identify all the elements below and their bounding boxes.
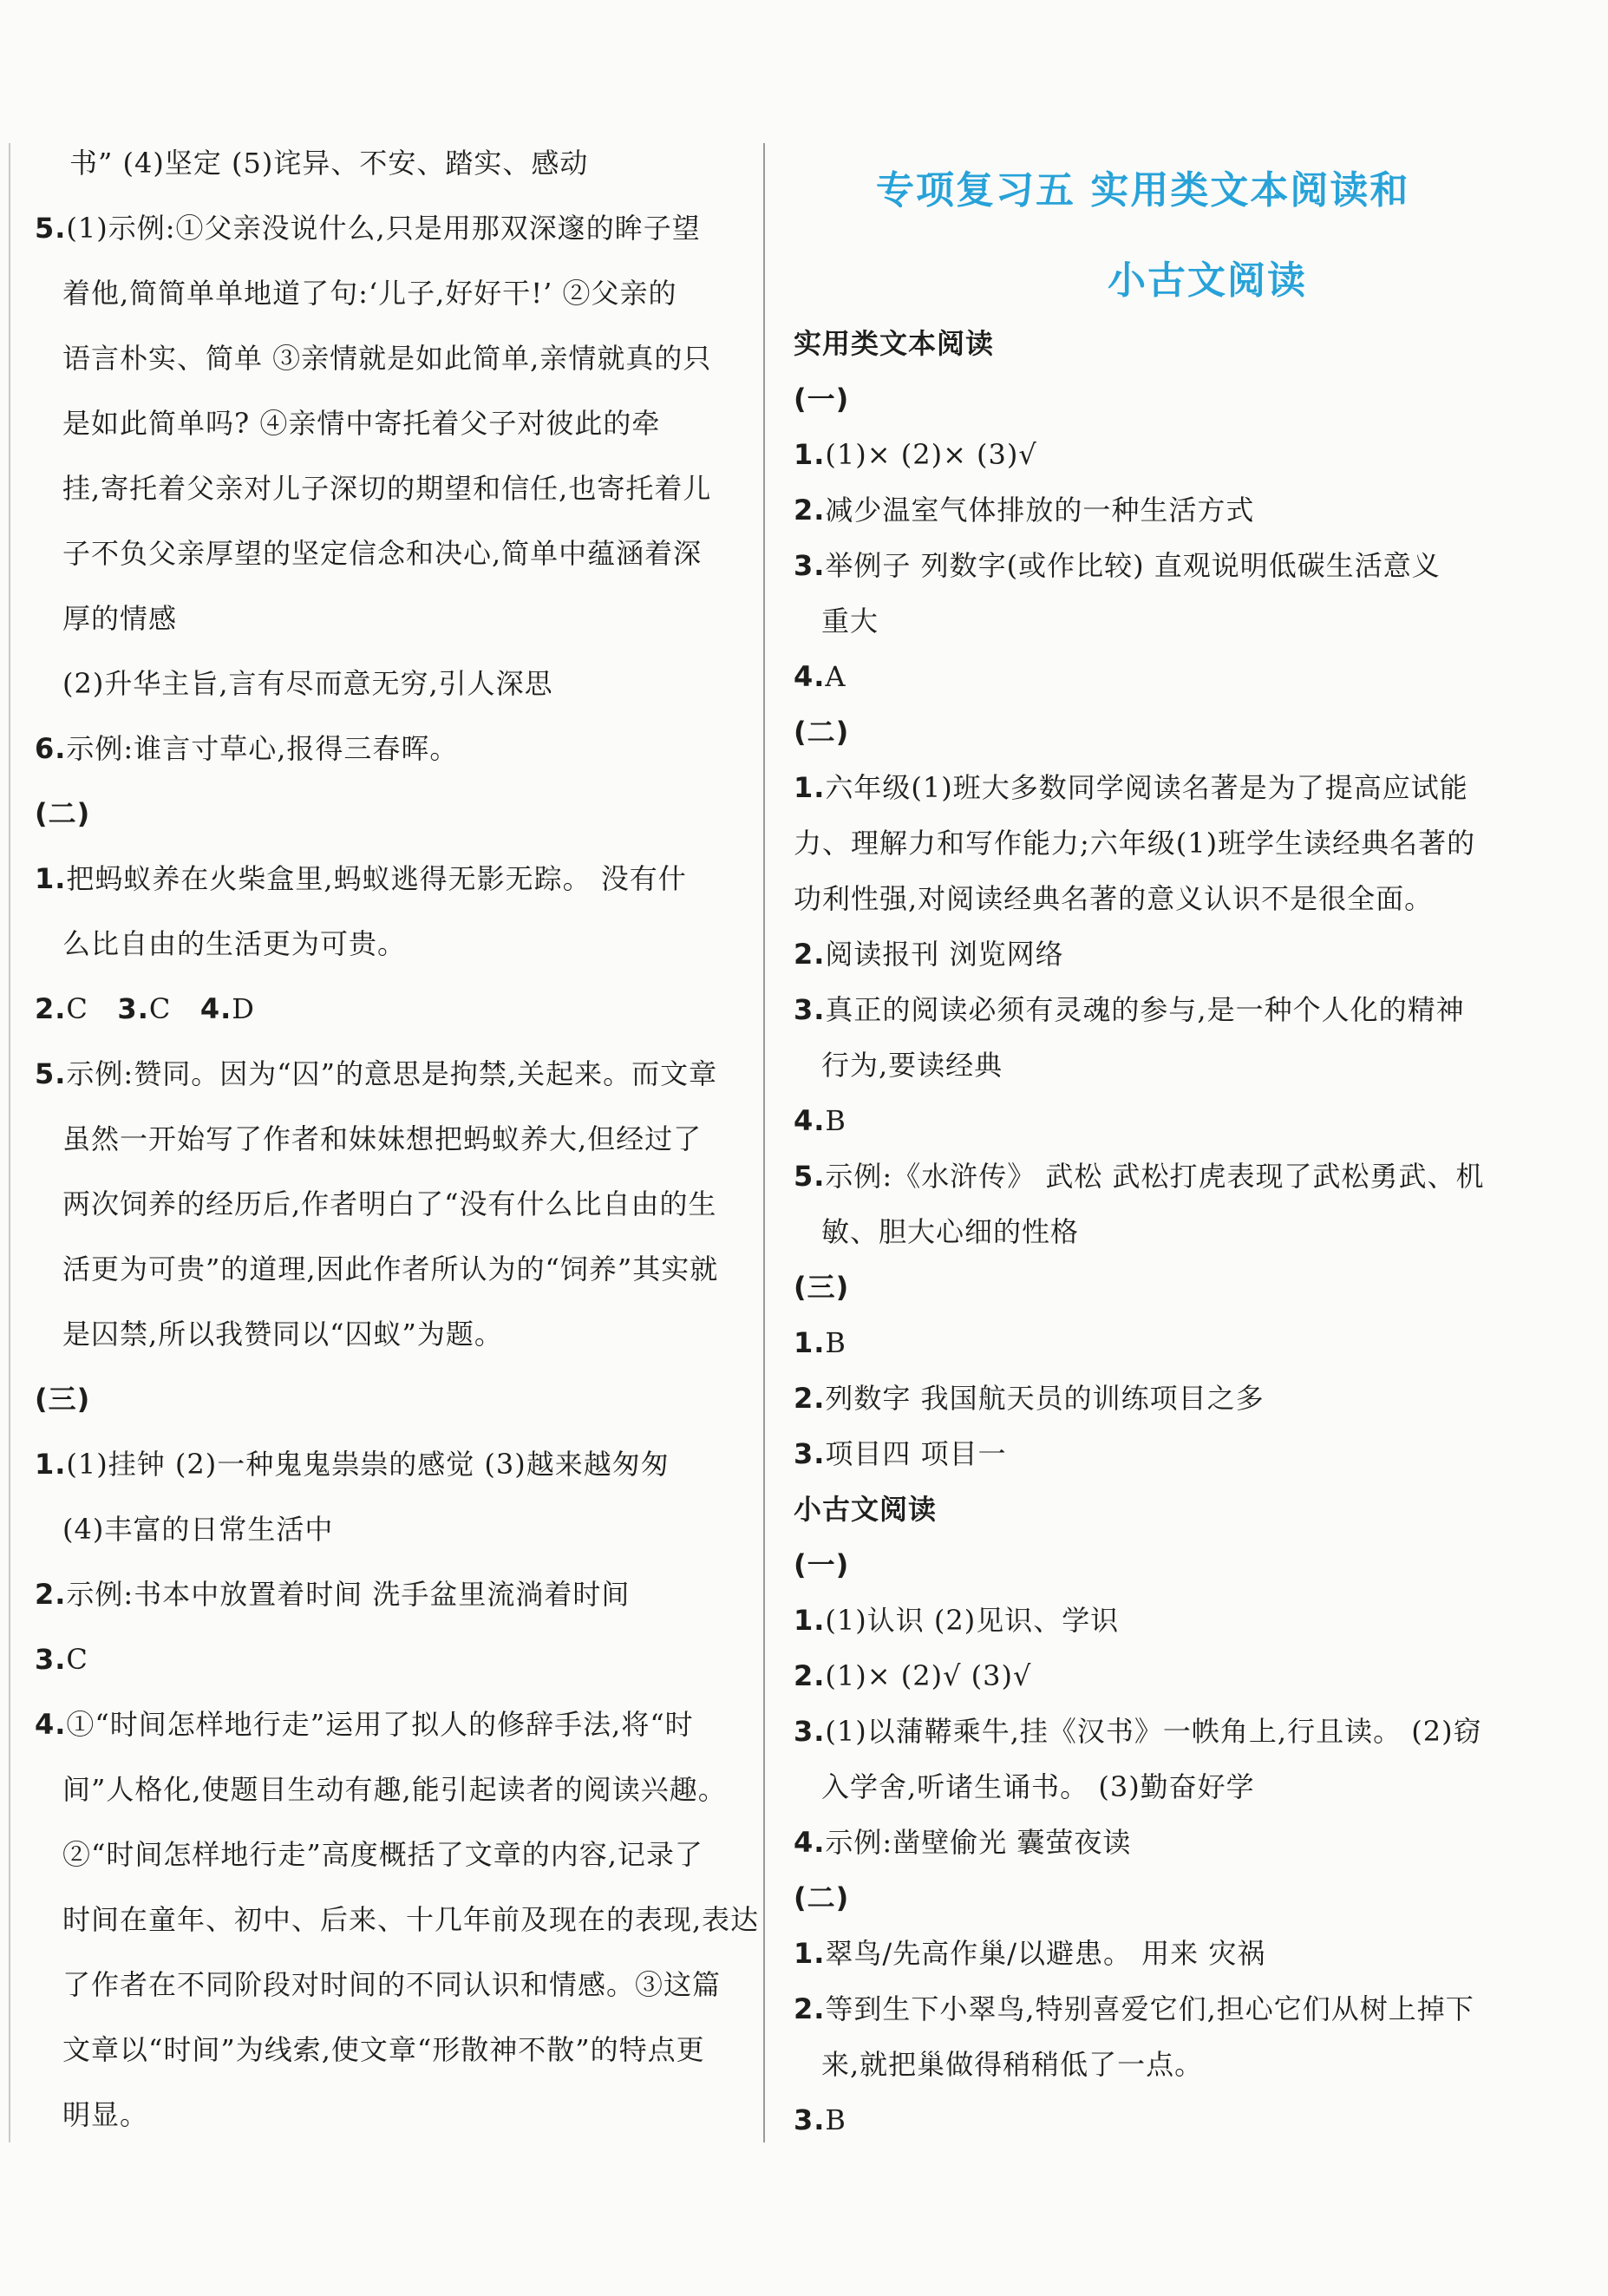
- answer-line: 着他,简简单单地道了句:‘儿子,好好干!’ ②父亲的: [62, 277, 677, 310]
- question-2: [794, 937, 1064, 971]
- answer-text: 示例:凿壁偷光 囊萤夜读: [825, 1826, 1132, 1859]
- question-number: 3.: [794, 549, 826, 582]
- answer-text: A: [825, 660, 846, 693]
- left-margin-rule: [9, 143, 10, 2142]
- question-number: 1.: [794, 1326, 826, 1359]
- answer-line: 了作者在不同阶段对时间的不同认识和情感。③这篇: [62, 1968, 722, 2001]
- answer-text: B: [825, 2103, 846, 2136]
- answer-text: 把蚂蚁养在火柴盒里,蚂蚁逃得无影无踪。 没有什: [66, 862, 687, 895]
- question-number: 5.: [35, 212, 67, 245]
- question-number: 3.: [794, 993, 826, 1026]
- question-6: [35, 731, 458, 766]
- question-3: [794, 992, 1465, 1027]
- answer-text: 列数字 我国航天员的训练项目之多: [825, 1382, 1265, 1415]
- question-number: 4.: [794, 1104, 826, 1137]
- answer-text: (1)× (2)√ (3)√: [825, 1659, 1032, 1692]
- answer-text: 示例:赞同。因为“囚”的意思是拘禁,关起来。而文章: [66, 1057, 718, 1090]
- answer-line: 厚的情感: [62, 602, 178, 635]
- question-1: [794, 770, 1468, 805]
- answer-text: 项目四 项目一: [825, 1437, 1007, 1470]
- question-number: 2.: [794, 494, 826, 527]
- question-number: 4.: [794, 1826, 826, 1859]
- question-5: [794, 1159, 1485, 1194]
- answer-line: 重大: [821, 605, 879, 638]
- question-3: [794, 548, 1441, 583]
- question-3: [794, 1714, 1482, 1749]
- answer-line: 间”人格化,使题目生动有趣,能引起读者的阅读兴趣。: [62, 1773, 727, 1806]
- answer-line: 语言朴实、简单 ③亲情就是如此简单,亲情就真的只: [62, 342, 712, 375]
- answer-text: B: [825, 1104, 846, 1137]
- question-number: 4.: [199, 992, 232, 1025]
- section-heading: (三): [35, 1383, 91, 1416]
- answer-line: (2)升华主旨,言有尽而意无穷,引人深思: [62, 667, 553, 700]
- questions-2-4: [35, 991, 255, 1026]
- question-number: 3.: [794, 1437, 826, 1470]
- subsection-heading: 实用类文本阅读: [794, 327, 995, 360]
- answer-line: 明显。: [62, 2098, 149, 2131]
- question-number: 1.: [794, 438, 826, 471]
- section-title-line1: 专项复习五 实用类文本阅读和: [876, 168, 1410, 213]
- question-2: [794, 1992, 1474, 2026]
- answer-text: D: [232, 992, 255, 1025]
- answer-line: 来,就把巢做得稍稍低了一点。: [821, 2048, 1204, 2081]
- answer-line: 两次饲养的经历后,作者明白了“没有什么比自由的生: [62, 1187, 717, 1220]
- answer-line: 是如此简单吗? ④亲情中寄托着父子对彼此的牵: [62, 407, 661, 440]
- question-number: 1.: [794, 1604, 826, 1637]
- question-4: [794, 659, 846, 694]
- question-1: [35, 861, 687, 896]
- question-1: [794, 437, 1037, 472]
- column-divider: [763, 143, 765, 2142]
- answer-line: 功利性强,对阅读经典名著的意义认识不是很全面。: [794, 882, 1434, 915]
- section-heading: (二): [35, 797, 91, 830]
- answer-line: 文章以“时间”为线索,使文章“形散神不散”的特点更: [62, 2033, 705, 2066]
- question-1: [794, 1936, 1265, 1971]
- answer-text: C: [148, 992, 172, 1025]
- answer-text: 示例:《水浒传》 武松 武松打虎表现了武松勇武、机: [825, 1160, 1485, 1193]
- answer-line: ②“时间怎样地行走”高度概括了文章的内容,记录了: [62, 1838, 703, 1871]
- answer-line: (4)丰富的日常生活中: [62, 1513, 334, 1546]
- answer-text: C: [66, 1643, 88, 1676]
- answer-text: B: [825, 1326, 846, 1359]
- section-heading: (二): [794, 1881, 850, 1914]
- section-heading: (一): [794, 1548, 850, 1581]
- answer-line: 挂,寄托着父亲对儿子深切的期望和信任,也寄托着儿: [62, 472, 712, 505]
- answer-text: 等到生下小翠鸟,特别喜爱它们,担心它们从树上掉下: [825, 1992, 1474, 2025]
- answer-text: C: [66, 992, 88, 1025]
- answer-line: 书” (4)坚定 (5)诧异、不安、踏实、感动: [69, 147, 589, 180]
- question-number: 2.: [794, 1992, 826, 2025]
- question-1: [794, 1603, 1119, 1638]
- question-3: [794, 2103, 846, 2137]
- answer-text: (1)× (2)× (3)√: [825, 438, 1037, 471]
- question-2: [794, 1381, 1265, 1416]
- question-number: 3.: [794, 2103, 826, 2136]
- answer-text: (1)认识 (2)见识、学识: [825, 1604, 1120, 1637]
- section-heading: (二): [794, 716, 850, 749]
- question-2: [794, 1658, 1031, 1693]
- answer-line: 入学舍,听诸生诵书。 (3)勤奋好学: [821, 1770, 1255, 1803]
- question-number: 2.: [794, 1382, 826, 1415]
- question-3: [35, 1642, 88, 1677]
- question-4: [35, 1707, 694, 1742]
- answer-line: 敏、胆大心细的性格: [821, 1215, 1080, 1248]
- question-number: 5.: [794, 1160, 826, 1193]
- question-number: 4.: [794, 660, 826, 693]
- question-number: 2.: [35, 1578, 67, 1611]
- answer-text: (1)挂钟 (2)一种鬼鬼祟祟的感觉 (3)越来越匆匆: [66, 1448, 670, 1481]
- answer-text: 示例:书本中放置着时间 洗手盆里流淌着时间: [66, 1578, 631, 1611]
- question-4: [794, 1825, 1131, 1860]
- question-1: [35, 1447, 670, 1482]
- answer-line: 力、理解力和写作能力;六年级(1)班学生读经典名著的: [794, 827, 1476, 860]
- answer-line: 行为,要读经典: [821, 1049, 1003, 1082]
- question-4: [794, 1103, 846, 1138]
- question-number: 3.: [794, 1715, 826, 1748]
- question-number: 3.: [117, 992, 149, 1025]
- answer-text: 减少温室气体排放的一种生活方式: [825, 494, 1255, 527]
- question-number: 3.: [35, 1643, 67, 1676]
- answer-text: ①“时间怎样地行走”运用了拟人的修辞手法,将“时: [66, 1708, 694, 1741]
- answer-line: 么比自由的生活更为可贵。: [62, 927, 407, 960]
- question-3: [794, 1436, 1007, 1471]
- answer-text: (1)示例:①父亲没说什么,只是用那双深邃的眸子望: [66, 212, 701, 245]
- answer-text: (1)以蒲鞯乘牛,挂《汉书》一帙角上,行且读。 (2)窃: [825, 1715, 1482, 1748]
- section-heading: (三): [794, 1271, 850, 1304]
- section-title-line2: 小古文阅读: [1108, 258, 1307, 303]
- answer-text: 真正的阅读必须有灵魂的参与,是一种个人化的精神: [825, 993, 1465, 1026]
- answer-text: 举例子 列数字(或作比较) 直观说明低碳生活意义: [825, 549, 1441, 582]
- answer-text: 阅读报刊 浏览网络: [825, 938, 1064, 971]
- answer-text: 六年级(1)班大多数同学阅读名著是为了提高应试能: [825, 771, 1468, 804]
- question-number: 2.: [794, 1659, 826, 1692]
- question-1: [794, 1325, 846, 1360]
- section-heading: (一): [794, 383, 850, 415]
- question-number: 5.: [35, 1057, 67, 1090]
- subsection-heading: 小古文阅读: [794, 1493, 938, 1526]
- answer-line: 时间在童年、初中、后来、十几年前及现在的表现,表达: [62, 1903, 760, 1936]
- question-2: [35, 1577, 630, 1612]
- question-2: [794, 493, 1254, 527]
- question-number: 4.: [35, 1708, 67, 1741]
- question-number: 1.: [794, 771, 826, 804]
- answer-line: 活更为可贵”的道理,因此作者所认为的“饲养”其实就: [62, 1253, 719, 1285]
- question-number: 1.: [35, 862, 67, 895]
- answer-line: 虽然一开始写了作者和妹妹想把蚂蚁养大,但经过了: [62, 1122, 703, 1155]
- answer-line: 子不负父亲厚望的坚定信念和决心,简单中蕴涵着深: [62, 537, 703, 570]
- question-5: [35, 211, 701, 245]
- question-number: 2.: [794, 938, 826, 971]
- question-number: 1.: [35, 1448, 67, 1481]
- question-number: 6.: [35, 732, 67, 765]
- question-number: 2.: [35, 992, 67, 1025]
- question-number: 1.: [794, 1937, 826, 1970]
- answer-text: 翠鸟/先高作巢/以避患。 用来 灾祸: [825, 1937, 1266, 1970]
- answer-line: 是囚禁,所以我赞同以“囚蚁”为题。: [62, 1318, 503, 1351]
- answer-text: 示例:谁言寸草心,报得三春晖。: [66, 732, 459, 765]
- question-5: [35, 1056, 717, 1091]
